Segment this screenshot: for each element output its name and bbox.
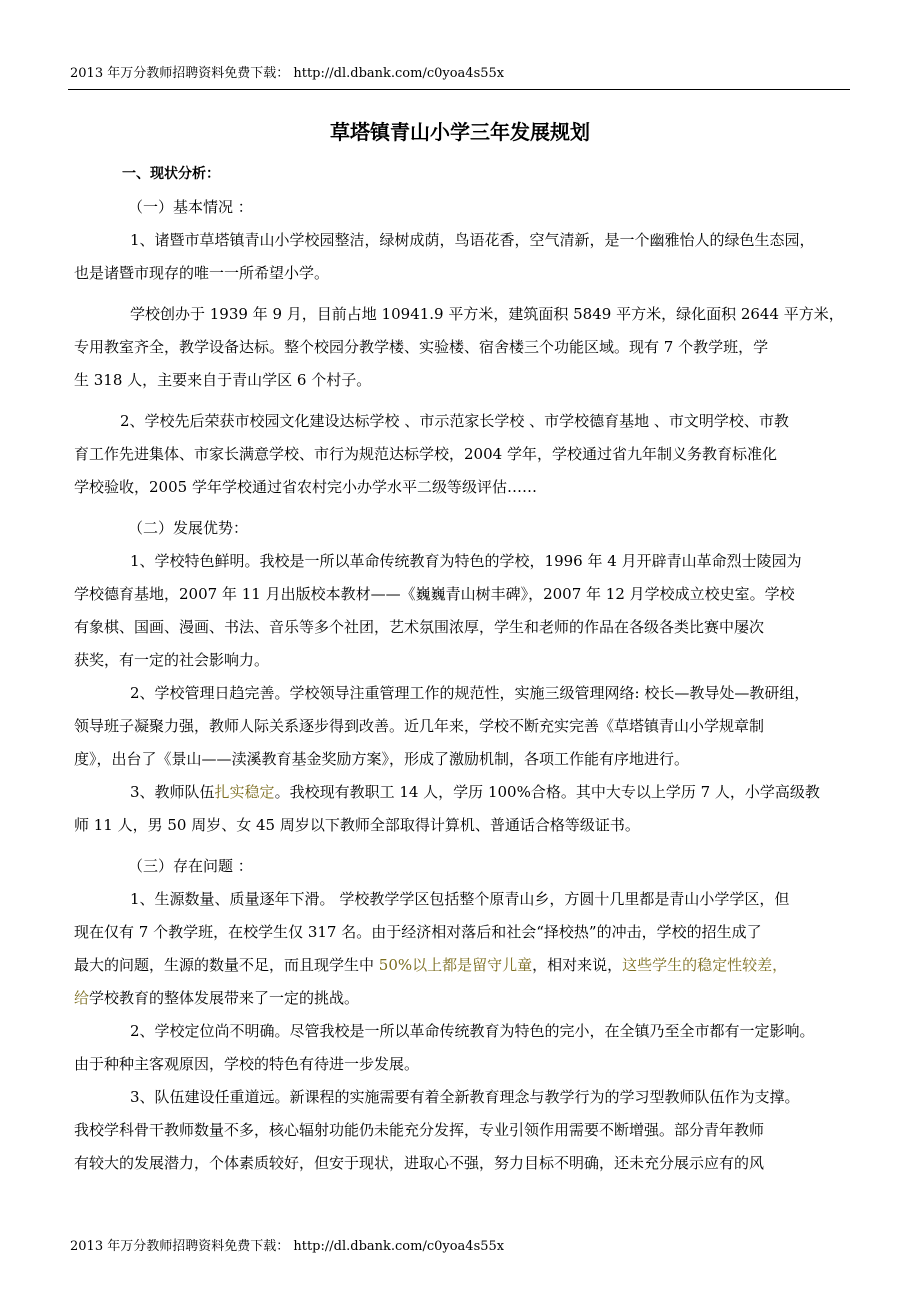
paragraph-line: [74, 949, 848, 982]
paragraph-line: 由于种种主客观原因，学校的特色有待进一步发展。: [74, 1055, 420, 1073]
paragraph-line: 师 11 人，男 50 周岁、女 45 周岁以下教师全部取得计算机、普通话合格等级证书。: [74, 816, 640, 834]
text-run: 3、教师队伍: [130, 783, 215, 801]
text-run: 学校教育的整体发展带来了一定的挑战。: [89, 989, 360, 1007]
paragraph-line: 2、学校先后荣获市校园文化建设达标学校 、市示范家长学校 、市学校德育基地 、市文明学校、市教: [120, 412, 789, 430]
paragraph-line: 有较大的发展潜力，个体素质较好，但安于现状，进取心不强，努力目标不明确，还未充分展示应有的风: [74, 1154, 765, 1172]
text-run: ，相对来说，: [532, 956, 623, 974]
spacer: [102, 842, 848, 850]
page-footer: 2013 年万分教师招聘资料免费下载： http://dl.dbank.com/c0yoa4s55x: [70, 1239, 505, 1254]
paragraph-line: [102, 776, 848, 809]
spacer: [102, 504, 848, 512]
paragraph-line: 1、学校特色鲜明。我校是一所以革命传统教育为特色的学校，1996 年 4 月开辟青山革命烈士陵园为: [130, 552, 802, 570]
paragraph-line: 也是诸暨市现存的唯一一所希望小学。: [74, 264, 330, 282]
paragraph-line: [74, 982, 848, 1015]
paragraph-line: 2、学校管理日趋完善。学校领导注重管理工作的规范性，实施三级管理网络: 校长—教导处—教研组，: [130, 684, 810, 702]
paragraph-line: 生 318 人，主要来自于青山学区 6 个村子。: [74, 371, 372, 389]
subsection-heading: （一）基本情况 ：: [128, 198, 253, 216]
paragraph-line: 学校德育基地，2007 年 11 月出版校本教材——《巍巍青山树丰碑》，2007 年 12 月学校成立校史室。学校: [74, 585, 795, 603]
page-header: 2013 年万分教师招聘资料免费下载： http://dl.dbank.com/c0yoa4s55x: [70, 66, 505, 81]
paragraph-line: 度》，出台了《景山——渎溪教育基金奖励方案》，形成了激励机制，各项工作能有序地进行。: [74, 750, 690, 768]
paragraph-line: 有象棋、国画、漫画、书法、音乐等多个社团，艺术氛围浓厚，学生和老师的作品在各级各类比赛中屡次: [74, 618, 765, 636]
paragraph-line: 2、学校定位尚不明确。尽管我校是一所以革命传统教育为特色的完小，在全镇乃至全市都有一定影响。: [130, 1022, 815, 1040]
paragraph-line: 领导班子凝聚力强，教师人际关系逐步得到改善。近几年来，学校不断充实完善《草塔镇青山小学规章制: [74, 717, 765, 735]
subsection-heading: （二）发展优势：: [128, 519, 249, 537]
spacer: [102, 397, 848, 405]
highlighted-text: 50%以上都是留守儿童: [378, 956, 533, 974]
paragraph-line: 现在仅有 7 个教学班，在校学生仅 317 名。由于经济相对落后和社会“择校热”的冲击，学校的招生成了: [74, 923, 762, 941]
paragraph-line: 获奖，有一定的社会影响力。: [74, 651, 270, 669]
highlighted-text: 这些学生的稳定性较差，: [622, 956, 788, 974]
paragraph-line: 育工作先进集体、市家长满意学校、市行为规范达标学校，2004 学年，学校通过省九年制义务教育标准化: [74, 445, 777, 463]
paragraph-line: 学校验收，2005 学年学校通过省农村完小办学水平二级等级评估……: [74, 478, 537, 496]
text-run: 最大的问题，生源的数量不足，而且现学生中: [74, 956, 379, 974]
spacer: [102, 290, 848, 298]
paragraph-line: 学校创办于 1939 年 9 月，目前占地 10941.9 平方米，建筑面积 5849 平方米，绿化面积 2644 平方米，: [130, 305, 844, 323]
header-rule: [68, 89, 850, 90]
paragraph-line: 我校学科骨干教师数量不多，核心辐射功能仍未能充分发挥，专业引领作用需要不断增强。部分青年教师: [74, 1121, 765, 1139]
paragraph-line: 专用教室齐全，教学设备达标。整个校园分教学楼、实验楼、宿舍楼三个功能区域。现有 7 个教学班，学: [74, 338, 769, 356]
paragraph-line: 1、生源数量、质量逐年下滑。 学校教学学区包括整个原青山乡，方圆十几里都是青山小学学区，但: [130, 890, 790, 908]
document-title: 草塔镇青山小学三年发展规划: [330, 120, 590, 144]
subsection-heading: （三）存在问题 ：: [128, 857, 253, 875]
text-run: 。我校现有教职工 14 人，学历 100%合格。其中大专以上学历 7 人，小学高级教: [274, 783, 820, 801]
paragraph-line: 3、队伍建设任重道远。新课程的实施需要有着全新教育理念与教学行为的学习型教师队伍作为支撑。: [130, 1088, 800, 1106]
document-body: [74, 158, 848, 1180]
section-heading: 一、现状分析：: [122, 166, 220, 182]
highlighted-text: 扎实稳定: [214, 783, 275, 801]
paragraph-line: 1、诸暨市草塔镇青山小学校园整洁，绿树成荫，鸟语花香，空气清新，是一个幽雅怡人的绿色生态园，: [130, 231, 815, 249]
highlighted-text: 给: [74, 989, 90, 1007]
